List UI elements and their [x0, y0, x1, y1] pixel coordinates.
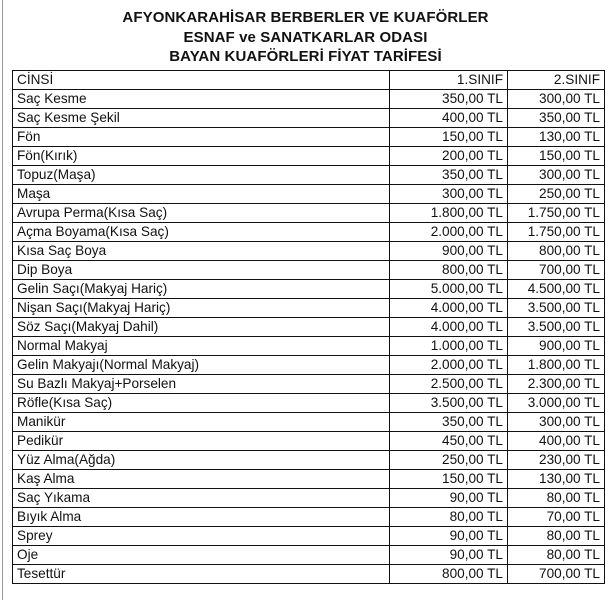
table-row [13, 109, 605, 128]
table-row [13, 565, 605, 584]
class-2-price-cell: 1.750,00 TL [508, 223, 605, 242]
table-row [13, 299, 605, 318]
column-header-service: CİNSİ [13, 71, 390, 90]
class-2-price-cell: 4.500,00 TL [508, 280, 605, 299]
class-1-price-cell: 80,00 TL [390, 508, 508, 527]
class-2-price-cell: 2.300,00 TL [508, 375, 605, 394]
class-1-price-cell: 4.000,00 TL [390, 299, 508, 318]
table-row [13, 166, 605, 185]
service-name-cell: Nişan Saçı(Makyaj Hariç) [13, 299, 390, 318]
table-row [13, 242, 605, 261]
class-2-price-cell: 3.500,00 TL [508, 299, 605, 318]
class-1-price-cell: 350,00 TL [390, 166, 508, 185]
class-1-price-cell: 90,00 TL [390, 527, 508, 546]
service-name-cell: Maşa [13, 185, 390, 204]
class-2-price-cell: 300,00 TL [508, 413, 605, 432]
document-header [0, 8, 611, 67]
table-row [13, 470, 605, 489]
class-1-price-cell: 150,00 TL [390, 128, 508, 147]
service-name-cell: Manikür [13, 413, 390, 432]
column-header-class-2: 2.SINIF [508, 71, 605, 90]
service-name-cell: Gelin Makyajı(Normal Makyaj) [13, 356, 390, 375]
class-1-price-cell: 1.800,00 TL [390, 204, 508, 223]
header-line-2: ESNAF ve SANATKARLAR ODASI [183, 28, 428, 46]
class-1-price-cell: 1.000,00 TL [390, 337, 508, 356]
class-1-price-cell: 90,00 TL [390, 489, 508, 508]
class-1-price-cell: 900,00 TL [390, 242, 508, 261]
class-1-price-cell: 350,00 TL [390, 90, 508, 109]
class-2-price-cell: 700,00 TL [508, 261, 605, 280]
service-name-cell: Kaş Alma [13, 470, 390, 489]
class-2-price-cell: 300,00 TL [508, 90, 605, 109]
service-name-cell: Fön [13, 128, 390, 147]
class-2-price-cell: 900,00 TL [508, 337, 605, 356]
class-1-price-cell: 450,00 TL [390, 432, 508, 451]
service-name-cell: Saç Kesme [13, 90, 390, 109]
class-1-price-cell: 2.000,00 TL [390, 223, 508, 242]
class-1-price-cell: 5.000,00 TL [390, 280, 508, 299]
service-name-cell: Tesettür [13, 565, 390, 584]
service-name-cell: Sprey [13, 527, 390, 546]
table-row [13, 546, 605, 565]
header-line-3: BAYAN KUAFÖRLERİ FİYAT TARİFESİ [169, 48, 442, 65]
class-2-price-cell: 70,00 TL [508, 508, 605, 527]
class-2-price-cell: 80,00 TL [508, 489, 605, 508]
class-2-price-cell: 250,00 TL [508, 185, 605, 204]
column-header-class-1: 1.SINIF [390, 71, 508, 90]
table-row [13, 432, 605, 451]
service-name-cell: Topuz(Maşa) [13, 166, 390, 185]
service-name-cell: Dip Boya [13, 261, 390, 280]
class-1-price-cell: 350,00 TL [390, 413, 508, 432]
class-2-price-cell: 700,00 TL [508, 565, 605, 584]
table-row [13, 508, 605, 527]
class-1-price-cell: 150,00 TL [390, 470, 508, 489]
class-1-price-cell: 4.000,00 TL [390, 318, 508, 337]
service-name-cell: Röfle(Kısa Saç) [13, 394, 390, 413]
service-name-cell: Yüz Alma(Ağda) [13, 451, 390, 470]
table-row [13, 356, 605, 375]
table-row [13, 527, 605, 546]
class-2-price-cell: 3.000,00 TL [508, 394, 605, 413]
service-name-cell: Bıyık Alma [13, 508, 390, 527]
service-name-cell: Kısa Saç Boya [13, 242, 390, 261]
price-table [12, 70, 605, 584]
table-row [13, 451, 605, 470]
table-row [13, 90, 605, 109]
table-row [13, 185, 605, 204]
class-1-price-cell: 90,00 TL [390, 546, 508, 565]
table-row [13, 147, 605, 166]
table-row [13, 280, 605, 299]
service-name-cell: Pedikür [13, 432, 390, 451]
table-row [13, 223, 605, 242]
table-row [13, 375, 605, 394]
class-2-price-cell: 80,00 TL [508, 546, 605, 565]
class-2-price-cell: 400,00 TL [508, 432, 605, 451]
class-1-price-cell: 200,00 TL [390, 147, 508, 166]
class-2-price-cell: 3.500,00 TL [508, 318, 605, 337]
class-1-price-cell: 250,00 TL [390, 451, 508, 470]
table-row [13, 489, 605, 508]
class-2-price-cell: 80,00 TL [508, 527, 605, 546]
table-header-row [13, 71, 605, 90]
class-1-price-cell: 400,00 TL [390, 109, 508, 128]
service-name-cell: Söz Saçı(Makyaj Dahil) [13, 318, 390, 337]
service-name-cell: Fön(Kırık) [13, 147, 390, 166]
table-row [13, 204, 605, 223]
class-2-price-cell: 1.750,00 TL [508, 204, 605, 223]
service-name-cell: Normal Makyaj [13, 337, 390, 356]
table-row [13, 261, 605, 280]
class-2-price-cell: 1.800,00 TL [508, 356, 605, 375]
header-line-1: AFYONKARAHİSAR BERBERLER VE KUAFÖRLER [122, 9, 489, 26]
table-row [13, 318, 605, 337]
service-name-cell: Saç Kesme Şekil [13, 109, 390, 128]
class-2-price-cell: 800,00 TL [508, 242, 605, 261]
class-1-price-cell: 800,00 TL [390, 565, 508, 584]
class-2-price-cell: 150,00 TL [508, 147, 605, 166]
class-1-price-cell: 2.000,00 TL [390, 356, 508, 375]
class-1-price-cell: 800,00 TL [390, 261, 508, 280]
table-row [13, 413, 605, 432]
table-row [13, 394, 605, 413]
page-edge-divider [2, 0, 3, 600]
table-row [13, 337, 605, 356]
class-2-price-cell: 300,00 TL [508, 166, 605, 185]
class-2-price-cell: 130,00 TL [508, 128, 605, 147]
service-name-cell: Oje [13, 546, 390, 565]
class-2-price-cell: 230,00 TL [508, 451, 605, 470]
service-name-cell: Açma Boyama(Kısa Saç) [13, 223, 390, 242]
service-name-cell: Avrupa Perma(Kısa Saç) [13, 204, 390, 223]
class-2-price-cell: 130,00 TL [508, 470, 605, 489]
class-2-price-cell: 350,00 TL [508, 109, 605, 128]
service-name-cell: Gelin Saçı(Makyaj Hariç) [13, 280, 390, 299]
class-1-price-cell: 300,00 TL [390, 185, 508, 204]
class-1-price-cell: 2.500,00 TL [390, 375, 508, 394]
class-1-price-cell: 3.500,00 TL [390, 394, 508, 413]
table-row [13, 128, 605, 147]
service-name-cell: Saç Yıkama [13, 489, 390, 508]
service-name-cell: Su Bazlı Makyaj+Porselen [13, 375, 390, 394]
